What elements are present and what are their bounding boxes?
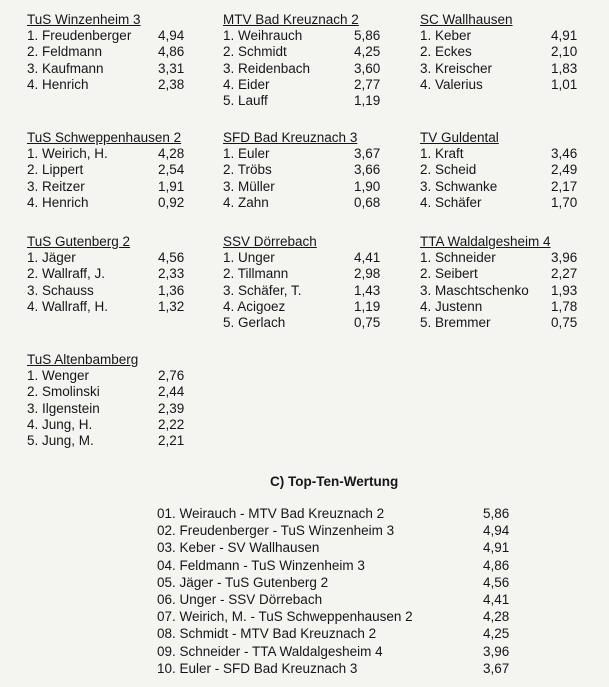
- player-score: 1,83: [551, 60, 578, 76]
- player-name: 1. Weirich, H.: [27, 146, 108, 162]
- ranking-score: 3,96: [483, 643, 510, 659]
- player-row: [27, 298, 185, 315]
- player-score: 2,38: [158, 76, 185, 92]
- ranking-score: 4,25: [483, 626, 510, 642]
- player-score: 0,75: [354, 314, 381, 330]
- ranking-score: 4,94: [483, 523, 510, 539]
- team-block-tta-waldalgesheim-4: [420, 234, 578, 331]
- team-name: SSV Dörrebach: [223, 234, 317, 249]
- player-name: 3. Kreischer: [420, 60, 493, 76]
- ranking-entry: 03. Keber - SV Wallhausen: [157, 540, 320, 556]
- player-score: 0,75: [551, 314, 578, 330]
- player-row: [420, 194, 578, 211]
- player-row: [27, 162, 185, 178]
- team-block-sfd-bad-kreuznach-3: [223, 130, 381, 211]
- player-name: 1. Euler: [223, 146, 270, 162]
- player-score: 2,17: [551, 178, 578, 194]
- player-row: [223, 178, 381, 195]
- player-score: 1,01: [551, 76, 578, 92]
- player-score: 0,68: [354, 194, 381, 210]
- player-name: 4. Eider: [223, 76, 270, 92]
- ranking-score: 4,91: [483, 540, 510, 556]
- player-row: [420, 28, 578, 44]
- player-name: 4. Acigoez: [223, 298, 286, 314]
- player-score: 2,44: [158, 384, 185, 400]
- player-row: [223, 250, 381, 266]
- player-name: 4. Schäfer: [420, 194, 482, 210]
- team-block-mtv-bad-kreuznach-2: [223, 12, 381, 109]
- player-score: 4,94: [158, 28, 185, 44]
- ranking-entry: 02. Freudenberger - TuS Winzenheim 3: [157, 523, 395, 539]
- player-score: 4,41: [354, 250, 381, 266]
- ranking-entry: 10. Euler - SFD Bad Kreuznach 3: [157, 660, 358, 676]
- player-score: 3,31: [158, 60, 185, 76]
- player-name: 3. Schäfer, T.: [223, 282, 302, 298]
- player-row: [420, 162, 578, 178]
- team-block-ssv-doerrebach: [223, 234, 381, 331]
- team-block-winzenheim-3: [27, 12, 185, 93]
- team-name: TuS Altenbamberg: [27, 352, 139, 367]
- player-name: 1. Wenger: [27, 368, 90, 384]
- player-name: 4. Henrich: [27, 194, 89, 210]
- player-score: 1,36: [158, 282, 185, 298]
- player-row: [420, 178, 578, 195]
- player-row: [420, 60, 578, 77]
- ranking-score: 4,86: [483, 557, 510, 573]
- player-name: 1. Keber: [420, 28, 472, 44]
- player-name: 2. Scheid: [420, 162, 477, 178]
- player-row: [27, 146, 185, 162]
- player-name: 3. Ilgenstein: [27, 400, 100, 416]
- ranking-score: 4,56: [483, 574, 510, 590]
- ranking-entry: 01. Weirauch - MTV Bad Kreuznach 2: [157, 506, 385, 521]
- player-row: [27, 400, 185, 417]
- player-name: 2. Smolinski: [27, 384, 100, 400]
- player-name: 3. Müller: [223, 178, 275, 194]
- player-row: [223, 298, 381, 315]
- player-row: [420, 282, 578, 299]
- player-name: 5. Bremmer: [420, 314, 491, 330]
- player-row: [420, 250, 578, 266]
- ranking-score: 3,67: [483, 660, 510, 676]
- player-row: [27, 432, 185, 449]
- player-row: [27, 76, 185, 93]
- player-score: 4,56: [158, 250, 185, 266]
- team-block-tv-guldental: [420, 130, 578, 211]
- ranking-entry: 07. Weirich, M. - TuS Schweppenhausen 2: [157, 609, 413, 625]
- player-name: 4. Wallraff, H.: [27, 298, 109, 314]
- player-score: 4,25: [354, 44, 381, 60]
- player-row: [27, 178, 185, 195]
- player-score: 4,28: [158, 146, 185, 162]
- player-row: [420, 298, 578, 315]
- player-score: 2,33: [158, 266, 185, 282]
- player-row: [420, 76, 578, 93]
- player-name: 1. Weihrauch: [223, 28, 303, 44]
- player-score: 5,86: [354, 28, 381, 44]
- team-name: SFD Bad Kreuznach 3: [223, 130, 358, 145]
- player-score: 1,43: [354, 282, 381, 298]
- player-name: 4. Jung, H.: [27, 416, 93, 432]
- player-name: 2. Wallraff, J.: [27, 266, 106, 282]
- player-row: [27, 44, 185, 60]
- player-score: 2,10: [551, 44, 578, 60]
- ranking-entry: 09. Schneider - TTA Waldalgesheim 4: [157, 643, 383, 659]
- player-name: 5. Lauff: [223, 92, 268, 108]
- player-name: 3. Schwanke: [420, 178, 498, 194]
- player-score: 3,96: [551, 250, 578, 266]
- player-name: 2. Schmidt: [223, 44, 287, 60]
- team-block-sc-wallhausen: [420, 12, 578, 93]
- player-row: [420, 266, 578, 282]
- team-block-schweppenhausen-2: [27, 130, 185, 211]
- player-row: [420, 146, 578, 162]
- player-name: 1. Kraft: [420, 146, 464, 162]
- player-score: 1,19: [354, 92, 381, 108]
- ranking-entry: 04. Feldmann - TuS Winzenheim 3: [157, 557, 365, 573]
- team-name: TuS Winzenheim 3: [27, 12, 141, 27]
- team-name: MTV Bad Kreuznach 2: [223, 12, 359, 27]
- player-name: 3. Reitzer: [27, 178, 85, 194]
- player-row: [223, 194, 381, 211]
- player-row: [27, 60, 185, 77]
- player-name: 1. Jäger: [27, 250, 76, 266]
- player-row: [27, 416, 185, 433]
- player-name: 5. Gerlach: [223, 314, 286, 330]
- player-name: 2. Tillmann: [223, 266, 289, 282]
- topten-heading: C) Top-Ten-Wertung: [270, 474, 399, 489]
- team-name: TV Guldental: [420, 130, 499, 145]
- player-name: 3. Reidenbach: [223, 60, 311, 76]
- player-row: [27, 266, 185, 282]
- team-name: TuS Schweppenhausen 2: [27, 130, 182, 145]
- ranking-score: 4,28: [483, 609, 510, 625]
- player-row: [223, 282, 381, 299]
- player-name: 4. Justenn: [420, 298, 483, 314]
- player-name: 3. Schauss: [27, 282, 94, 298]
- player-score: 2,27: [551, 266, 578, 282]
- player-row: [223, 60, 381, 77]
- team-block-tus-altenbamberg: [27, 352, 185, 449]
- player-score: 1,91: [158, 178, 185, 194]
- player-row: [420, 44, 578, 60]
- player-row: [27, 28, 185, 44]
- player-name: 3. Kaufmann: [27, 60, 104, 76]
- player-row: [223, 92, 381, 109]
- player-score: 3,67: [354, 146, 381, 162]
- player-name: 1. Freudenberger: [27, 28, 132, 44]
- player-score: 3,66: [354, 162, 381, 178]
- player-name: 4. Henrich: [27, 76, 89, 92]
- player-score: 1,19: [354, 298, 381, 314]
- player-row: [223, 28, 381, 44]
- ranking-entry: 06. Unger - SSV Dörrebach: [157, 591, 323, 607]
- player-name: 3. Maschtschenko: [420, 282, 529, 298]
- ranking-entry: 05. Jäger - TuS Gutenberg 2: [157, 574, 329, 590]
- player-name: 2. Feldmann: [27, 44, 103, 60]
- player-row: [223, 76, 381, 93]
- player-row: [27, 384, 185, 400]
- player-name: 2. Tröbs: [223, 162, 272, 178]
- player-score: 1,93: [551, 282, 578, 298]
- team-name: SC Wallhausen: [420, 12, 513, 27]
- player-score: 4,86: [158, 44, 185, 60]
- player-row: [223, 44, 381, 60]
- player-name: 5. Jung, M.: [27, 432, 94, 448]
- player-row: [420, 314, 578, 331]
- player-score: 1,70: [551, 194, 578, 210]
- player-name: 1. Unger: [223, 250, 275, 266]
- player-row: [223, 314, 381, 331]
- player-row: [27, 368, 185, 384]
- player-row: [27, 194, 185, 211]
- ranking-score: 4,41: [483, 591, 510, 607]
- player-name: 2. Seibert: [420, 266, 478, 282]
- player-name: 2. Lippert: [27, 162, 84, 178]
- player-score: 1,90: [354, 178, 381, 194]
- player-name: 4. Zahn: [223, 194, 269, 210]
- team-block-tus-gutenberg-2: [27, 234, 185, 315]
- player-score: 2,49: [551, 162, 578, 178]
- team-name: TuS Gutenberg 2: [27, 234, 131, 249]
- ranking-score: 5,86: [483, 506, 510, 521]
- player-score: 2,22: [158, 416, 185, 432]
- player-name: 1. Schneider: [420, 250, 496, 266]
- player-score: 2,21: [158, 432, 185, 448]
- player-score: 2,76: [158, 368, 185, 384]
- player-score: 2,54: [158, 162, 185, 178]
- player-row: [27, 282, 185, 299]
- ranking-entry: 08. Schmidt - MTV Bad Kreuznach 2: [157, 626, 377, 642]
- player-score: 1,78: [551, 298, 578, 314]
- player-name: 2. Eckes: [420, 44, 472, 60]
- player-row: [223, 162, 381, 178]
- player-row: [27, 250, 185, 266]
- player-score: 1,32: [158, 298, 185, 314]
- player-score: 4,91: [551, 28, 578, 44]
- player-score: 2,77: [354, 76, 381, 92]
- team-name: TTA Waldalgesheim 4: [420, 234, 551, 249]
- player-row: [223, 146, 381, 162]
- player-score: 2,39: [158, 400, 185, 416]
- player-score: 3,60: [354, 60, 381, 76]
- player-name: 4. Valerius: [420, 76, 483, 92]
- player-score: 0,92: [158, 194, 185, 210]
- player-score: 3,46: [551, 146, 578, 162]
- player-score: 2,98: [354, 266, 381, 282]
- player-row: [223, 266, 381, 282]
